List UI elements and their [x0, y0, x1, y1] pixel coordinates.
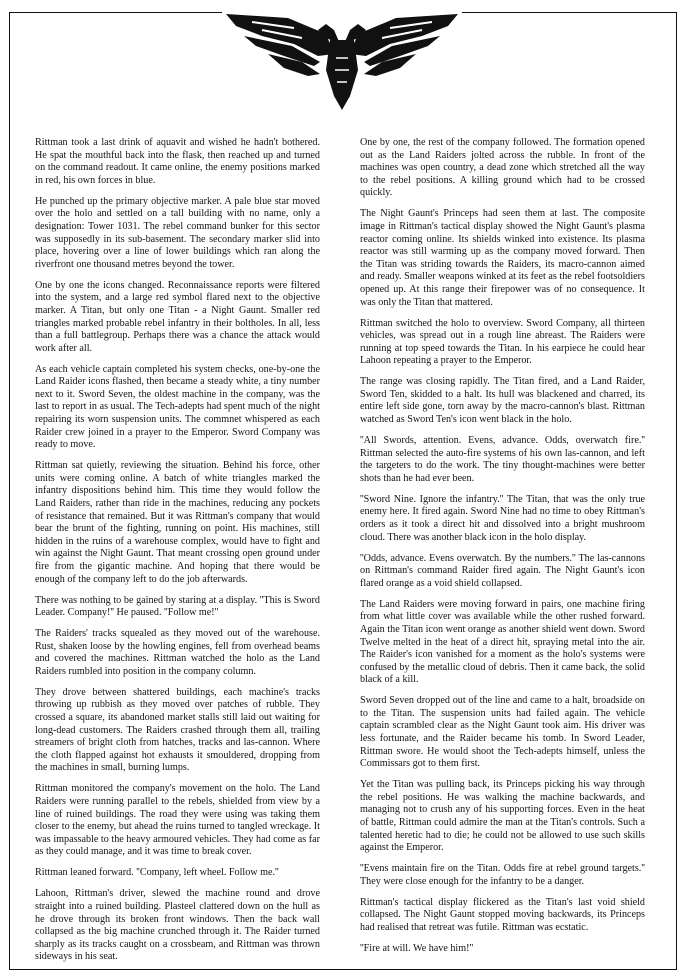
left-paragraph: Rittman monitored the company's movement on the holo. The Land Raiders were running parallel to the rebels, shielded from view by a line of ruined buildings. The road they were using was taking them closer to the enemy, but ahead the ruins turned to tangled wreckage. It was impassable to the heavy armoured vehicles. They had come as far as they could manage, and it was time to break cover.: [35, 783, 320, 858]
right-paragraph: Yet the Titan was pulling back, its Princeps picking his way through the rebel positions. He was walking the machine backwards, and managing not to crush any of his supporting forces. Even in the heat of battle, Rittman could admire the man at the Titan's controls. Such a talented heretic had to die; he could not be allowed to use such skills against the Emperor.: [360, 779, 645, 854]
right-paragraph: ''Sword Nine. Ignore the infantry.'' The Titan, that was the only true enemy here. It fired again. Sword Nine had no time to obey Rittman's orders as it took a direct hit and dissolved into a bright mushroom cloud. There was another black icon in the holo display.: [360, 493, 645, 543]
left-paragraph: The Raiders' tracks squealed as they moved out of the warehouse. Rust, shaken loose by the howling engines, fell from overhead beams and covered the machines. Rittman watched the holo as the Land Raiders rumbled into position in the company column.: [35, 628, 320, 677]
right-paragraph: The Night Gaunt's Princeps had seen them at last. The composite image in Rittman's tactical display showed the Night Gaunt's plasma reactor coming online. Its shields winked into existence. Its plasma reactor was still warming up as the company moved forward. Then the Titan was striding towards the Raiders, its macro-cannon aimed and ready. Smaller weapons winked at its feet as the rebel footsoldiers opened up. At this range their firepower was of no consequence. It was only the Titan that mattered.: [360, 208, 645, 308]
right-paragraph: The Land Raiders were moving forward in pairs, one machine firing from what little cover was available while the other rushed forward. Again the Titan icon went orange as another shield went down. Sword Twelve melted in the heat of a direct hit, spraying metal into the air. The Raider's icon vanished for a moment as the holo's systems were confused by the metallic cloud of debris. Then it came back, the solid black of a kill.: [360, 598, 645, 686]
right-column: [360, 137, 645, 964]
left-paragraph: There was nothing to be gained by staring at a display. ''This is Sword Leader. Company!'' He paused. ''Follow me!'': [35, 594, 320, 619]
right-paragraph: Sword Seven dropped out of the line and came to a halt, broadside on to the Titan. The suspension units had failed again. The vehicle captain scrambled clear as the Night Gaunt took aim. His driver was less fortunate, and the Raider became his tomb. In Sword Leader, Rittman swore. He would shoot the Tech-adepts himself, unless the Commissars got to them first.: [360, 695, 645, 770]
right-paragraph: Rittman's tactical display flickered as the Titan's last void shield collapsed. The Night Gaunt stopped moving backwards, its Princeps had realised that retreat was futile. Rittman was ecstatic.: [360, 896, 645, 933]
left-column: [35, 137, 320, 972]
right-paragraph: Rittman switched the holo to overview. Sword Company, all thirteen vehicles, was spread out in a rough line abreast. The Raiders were running at top speed towards the Titan. In his earpiece he could hear Lahoon repeating a prayer to the Emperor.: [360, 317, 645, 367]
left-paragraph: He punched up the primary objective marker. A pale blue star moved over the holo and settled on a tall building with no name, only a designation: Tower 1031. The rebel command bunker for this sector was supposedly in its sub-basement. The secondary marker slid into place, hovering over a line of lower buildings which ran along the riverfront one thousand metres beyond the tower.: [35, 195, 320, 270]
left-paragraph: Rittman leaned forward. ''Company, left wheel. Follow me.'': [35, 867, 279, 879]
aquila-eagle-icon: [222, 0, 462, 112]
left-paragraph: They drove between shattered buildings, each machine's tracks throwing up rubbish as they moved over patches of rubble. They crossed a square, its abandoned market stalls still laid out waiting for long-dead customers. The Raiders crashed through them all, trailing streamers of bright cloth from hatches, tracks and las-cannon. Where the cloth flapped against hot exhausts it smouldered, dropping from the machines in small, burning lumps.: [35, 686, 320, 774]
left-paragraph: Rittman took a last drink of aquavit and wished he hadn't bothered. He spat the mouthful back into the flask, then reached up and turned on the command readout. It came online, the enemy positions marked in red, his own forces in blue.: [35, 137, 320, 186]
left-paragraph: Lahoon, Rittman's driver, slewed the machine round and drove straight into a ruined building. Plasteel clattered down on the hull as he drove through its broken front windows. Then the back wall collapsed as the big machine crunched through it. The Raider turned sharply as its tracks caught on a crossbeam, and Rittman was thrown sideways in his seat.: [35, 888, 320, 963]
left-paragraph: One by one the icons changed. Reconnaissance reports were filtered into the system, and a large red symbol flared next to the objective marker. A Titan, but only one Titan - a Night Gaunt. Smaller red triangles marked probable rebel infantry in their boltholes. In all, less than a full battlegroup. Perhaps there was a chance the attack would work after all.: [35, 279, 320, 354]
right-paragraph: ''Odds, advance. Evens overwatch. By the numbers.'' The las-cannons on Rittman's command Raider fired again. The Night Gaunt's icon flared orange as a void shield collapsed.: [360, 552, 645, 589]
right-paragraph: ''Fire at will. We have him!'': [360, 942, 474, 954]
left-paragraph: As each vehicle captain completed his system checks, one-by-one the Land Raider icons flashed, then became a steady white, a tiny number next to it. Sword Seven, the oldest machine in the company, was the last to report in as usual. The Tech-adepts had spent much of the night repairing its worn suspension units. The commnet whispered as each Raider crew joined in a prayer to the Emperor. Sword Company was ready to move.: [35, 363, 320, 451]
right-paragraph: ''All Swords, attention. Evens, advance. Odds, overwatch fire.'' Rittman selected the auto-fire systems of his own las-cannon, and left the targeters to do the work. The tiny thought-machines were better shots than he had ever been.: [360, 435, 645, 484]
right-paragraph: One by one, the rest of the company followed. The formation opened out as the Land Raiders jolted across the rubble. In front of the machines was open country, a dead zone which stretched all the way to the rebel positions. A killing ground which had to be crossed quickly.: [360, 137, 645, 199]
right-paragraph: ''Evens maintain fire on the Titan. Odds fire at rebel ground targets.'' They were close enough for the infantry to be a danger.: [360, 863, 645, 887]
left-paragraph: Rittman sat quietly, reviewing the situation. Behind his force, other units were coming online. A batch of white triangles marked the infantry dispositions behind him. This time they would follow the Land Raiders, rather than ride in the machines, reducing any pockets of resistance that remained. But it was Rittman's company that would bear the brunt of the fighting, running on point. His machines, still hidden in the ruins of a warehouse complex, would have to fight and win against the Night Gaunt. That meant crossing open ground under fire from the gigantic machine. And hoping that there would be enough of the company left to do the job afterwards.: [35, 460, 320, 585]
text-frame: [9, 12, 677, 970]
right-paragraph: The range was closing rapidly. The Titan fired, and a Land Raider, Sword Ten, skidded to a halt. Its hull was blackened and charred, its entire left side gone, torn away by the macro-cannon's blast. Rittman watched as Sword Ten's icon went black in the holo.: [360, 376, 645, 426]
